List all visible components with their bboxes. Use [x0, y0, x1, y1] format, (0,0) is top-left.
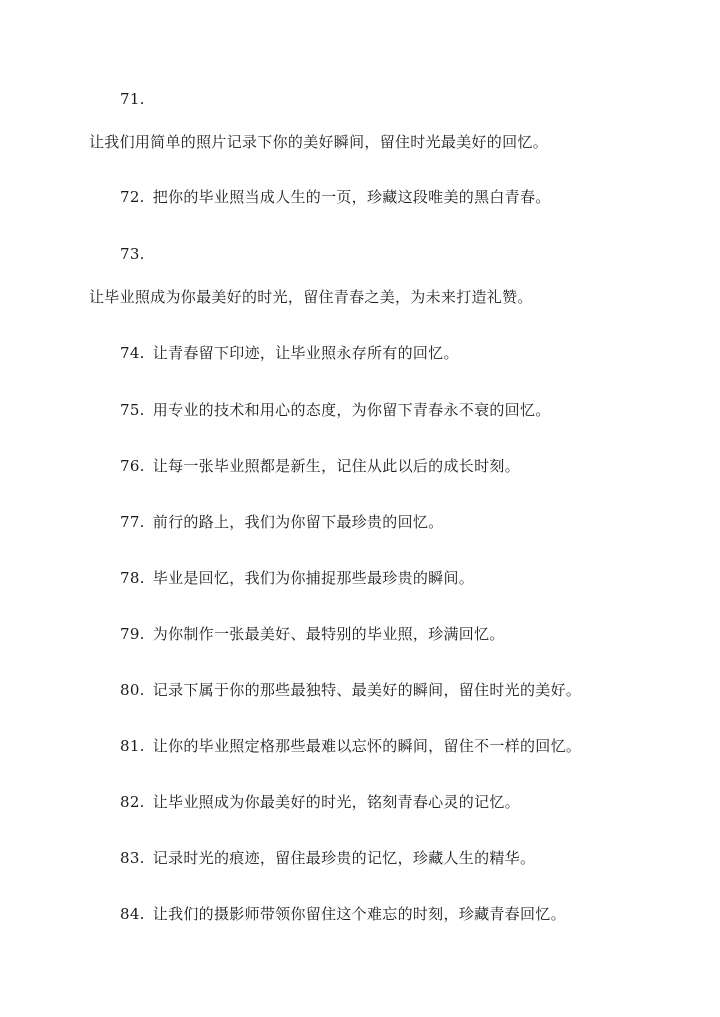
list-item-text: 让青春留下印迹，让毕业照永存所有的回忆。 — [152, 344, 459, 362]
list-item-number: 74. — [120, 344, 145, 362]
list-item-number: 77. — [120, 513, 145, 531]
list-item-number: 80. — [120, 681, 145, 699]
list-item — [120, 736, 581, 756]
list-item-text: 为你制作一张最美好、最特别的毕业照，珍满回忆。 — [152, 625, 505, 643]
list-item — [120, 187, 551, 207]
list-item-number: 75. — [120, 401, 145, 419]
list-item-text: 前行的路上，我们为你留下最珍贵的回忆。 — [152, 513, 444, 531]
list-item-number: 72. — [120, 188, 145, 206]
list-item-text: 让我们的摄影师带领你留住这个难忘的时刻，珍藏青春回忆。 — [152, 905, 566, 923]
list-item-number: 82. — [120, 793, 145, 811]
list-item-text: 用专业的技术和用心的态度，为你留下青春永不衰的回忆。 — [152, 401, 551, 419]
list-item — [120, 568, 474, 588]
list-item-number: 71. — [120, 90, 145, 108]
list-item-text: 让你的毕业照定格那些最难以忘怀的瞬间，留住不一样的回忆。 — [152, 737, 582, 755]
list-item-text: 让我们用简单的照片记录下你的美好瞬间，留住时光最美好的回忆。 — [89, 133, 549, 151]
list-item — [120, 400, 551, 420]
list-item-text: 记录时光的痕迹，留住最珍贵的记忆，珍藏人生的精华。 — [152, 849, 536, 867]
list-item-number: 81. — [120, 737, 145, 755]
list-item-text: 记录下属于你的那些最独特、最美好的瞬间，留住时光的美好。 — [152, 681, 582, 699]
list-item — [120, 904, 566, 924]
list-item — [120, 624, 505, 644]
list-item — [120, 456, 520, 476]
list-item-text: 毕业是回忆，我们为你捕捉那些最珍贵的瞬间。 — [152, 569, 475, 587]
list-item-number: 84. — [120, 905, 145, 923]
list-item-number: 79. — [120, 625, 145, 643]
list-item — [120, 848, 535, 868]
list-item-text: 让毕业照成为你最美好的时光，留住青春之美，为未来打造礼赞。 — [89, 288, 533, 306]
list-item — [120, 792, 520, 812]
list-item-number: 78. — [120, 569, 145, 587]
list-item — [120, 680, 581, 700]
list-item-number: 76. — [120, 457, 145, 475]
list-item — [120, 512, 443, 532]
list-item — [120, 343, 459, 363]
list-item-number: 73. — [120, 245, 145, 263]
list-item-text: 让每一张毕业照都是新生，记住从此以后的成长时刻。 — [152, 457, 520, 475]
list-item-text: 让毕业照成为你最美好的时光，铭刻青春心灵的记忆。 — [152, 793, 520, 811]
list-item-number: 83. — [120, 849, 145, 867]
list-item-text: 把你的毕业照当成人生的一页，珍藏这段唯美的黑白青春。 — [152, 188, 551, 206]
